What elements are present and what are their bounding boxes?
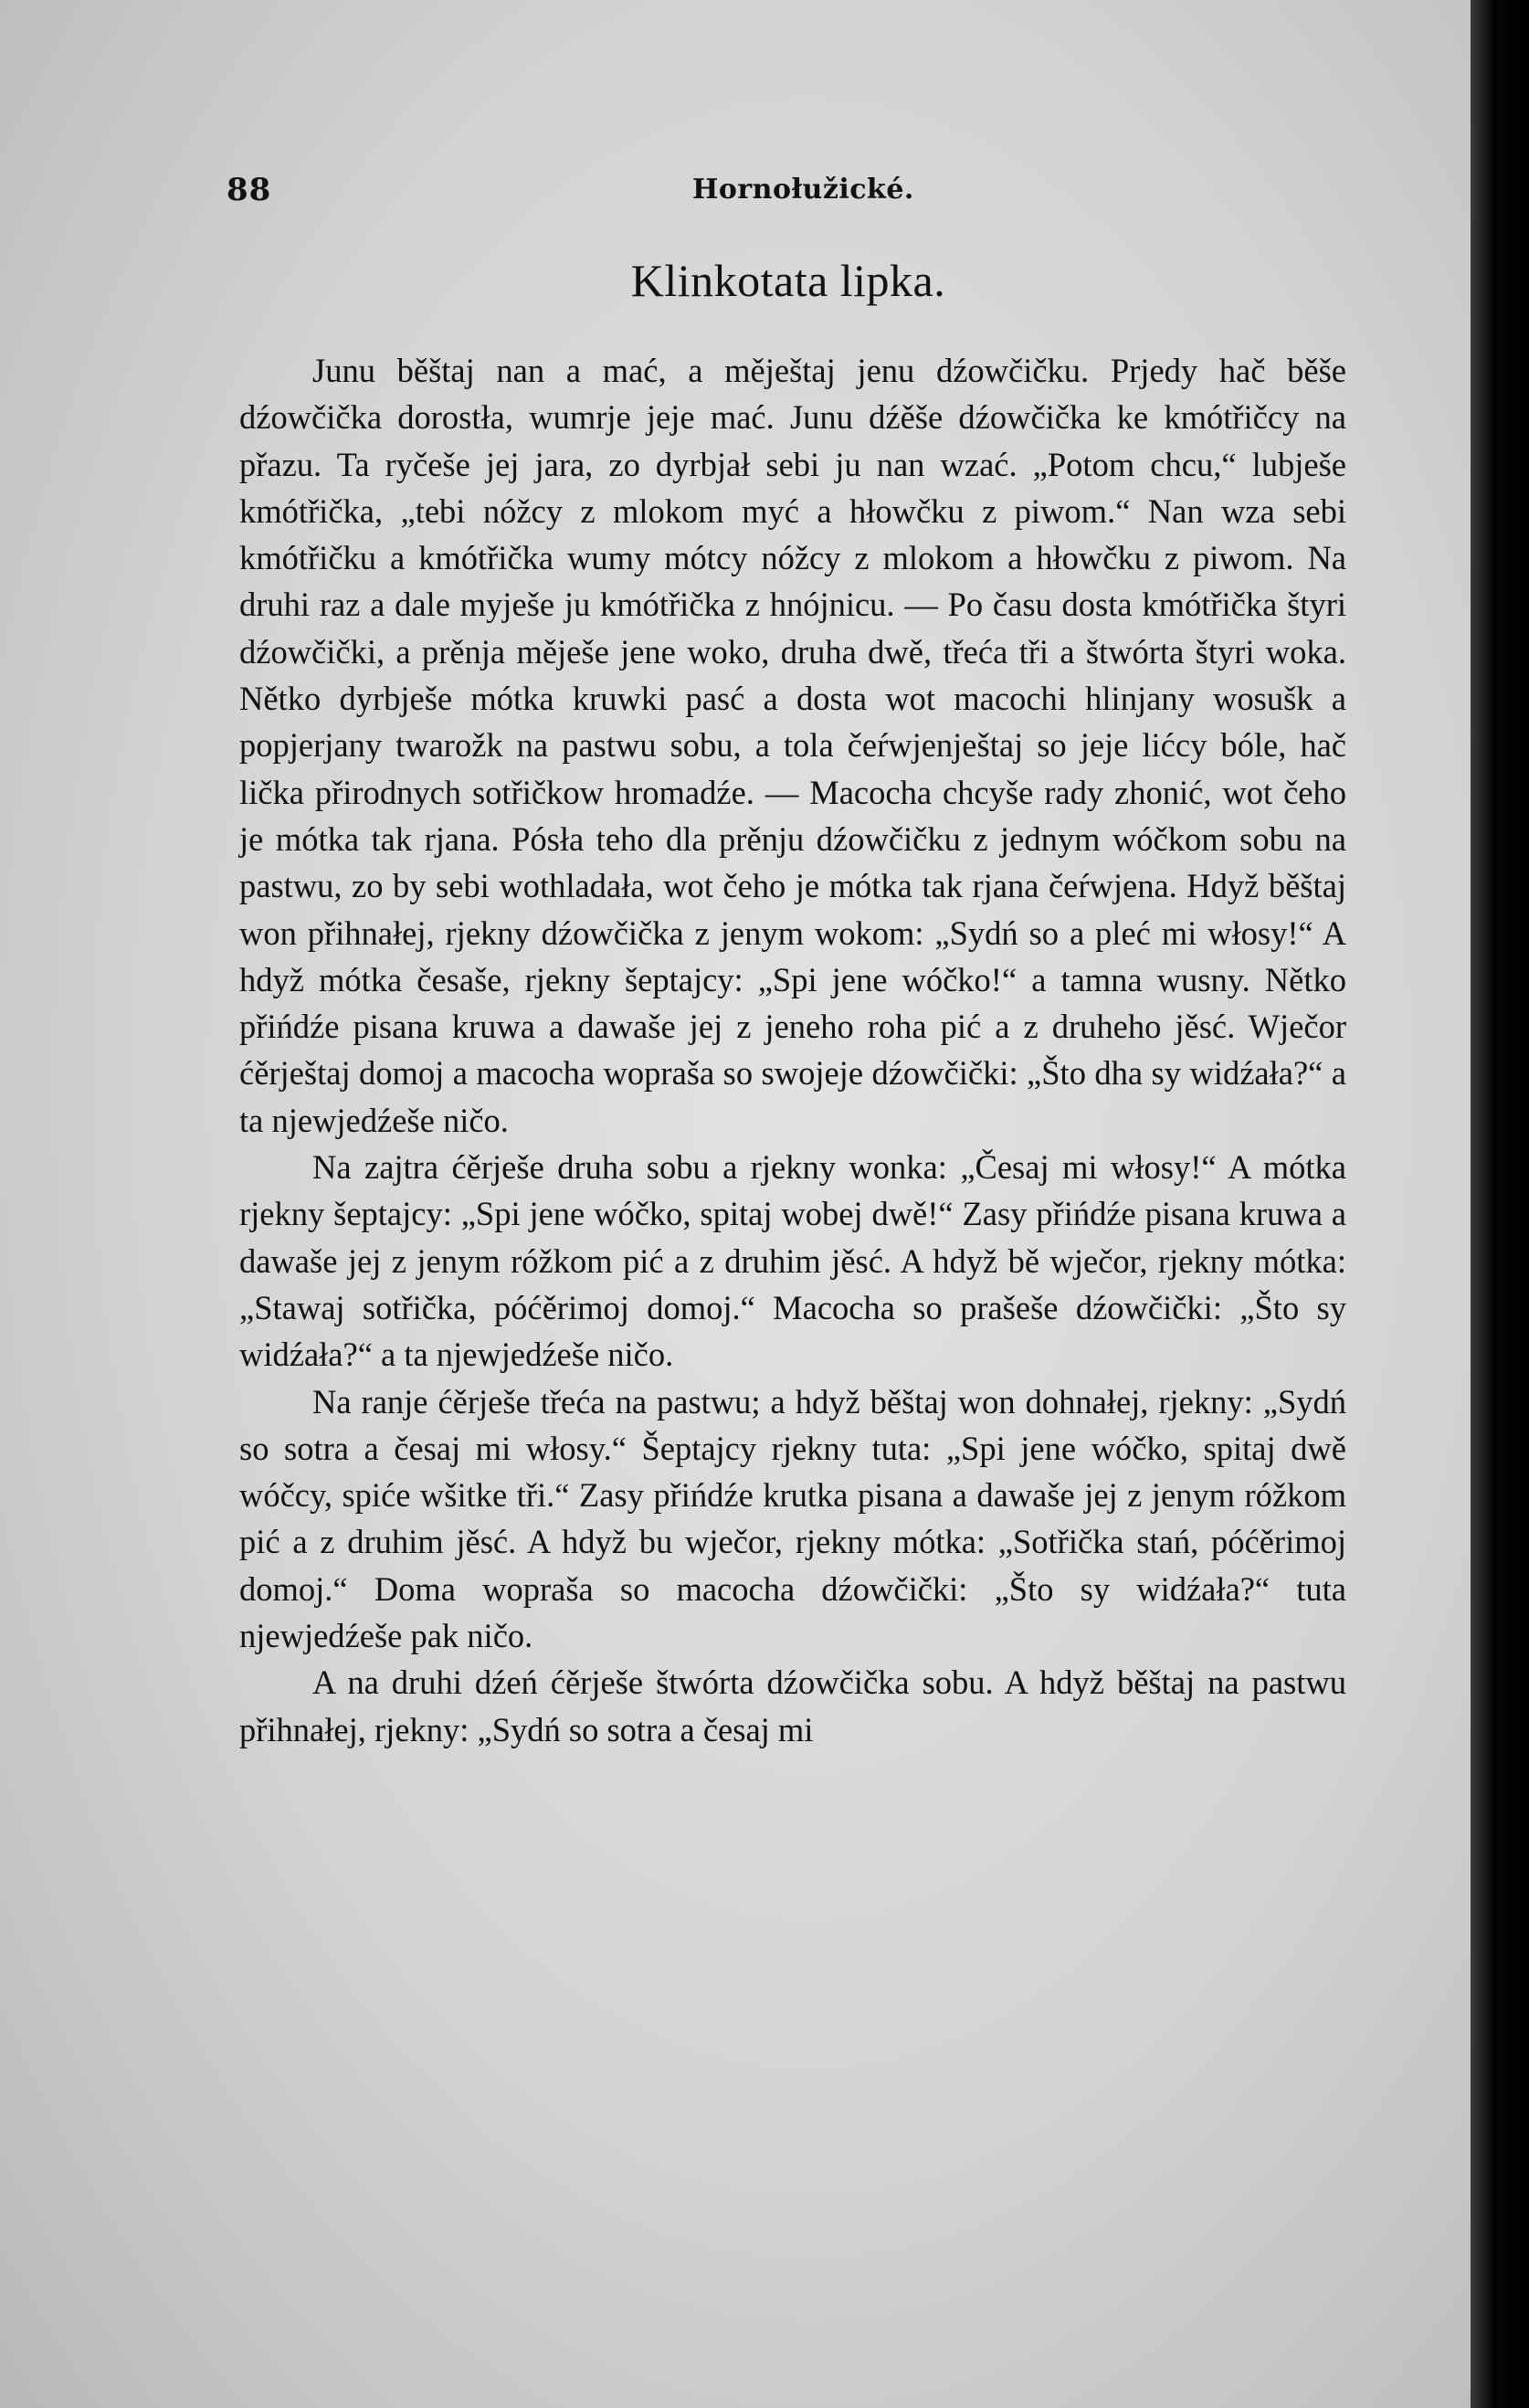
page-header — [227, 172, 1350, 212]
paragraph-4: A na druhi dźeń ćěrješe štwórta dźowčička sobu. A hdyž běštaj na pastwu přihnałej, rjekny: „Sydń so sotra a česaj mi — [239, 1663, 1346, 1748]
story-title: Klinkotata lipka. — [630, 255, 946, 306]
scan-edge-shadow — [1471, 0, 1529, 2408]
page-number: 88 — [227, 172, 272, 208]
running-head: Hornołužické. — [692, 174, 914, 206]
body-text — [239, 347, 1346, 1753]
paragraph-2: Na zajtra ćěrješe druha sobu a rjekny wonka: „Česaj mi włosy!“ A mótka rjekny šeptajcy: „Spi jene wóčko, spitaj wobej dwě!“ Zasy přińdźe pisana kruwa a dawaše jej z jenym róžkom pić a z druhim jěsć. A hdyž bě wječor, rjekny mótka: „Stawaj sotřička, póćěrimoj domoj.“ Macocha so prašeše dźowčički: „Što sy widźała?“ a ta njewjedźeše ničo. — [239, 1148, 1346, 1374]
paragraph-1: Junu běštaj nan a mać, a měještaj jenu dźowčičku. Prjedy hač běše dźowčička dorostła, wumrje jeje mać. Junu dźěše dźowčička ke kmótřičcy na přazu. Ta ryčeše jej jara, zo dyrbjał sebi ju nan wzać. „Potom chcu,“ lubješe kmótřička, „tebi nóžcy z mlokom myć a hłowčku z piwom.“ Nan wza sebi kmótřičku a kmótřička wumy mótcy nóžcy z mlokom a hłowčku z piwom. Na druhi raz a dale myješe ju kmótřička z hnójnicu. — Po času dosta kmótřička štyri dźowčički, a prěnja měješe jene woko, druha dwě, třeća tři a štwórta štyri woka. Nětko dyrbješe mótka kruwki pasć a dosta wot macochi hlinjany wosušk a popjerjany twarožk na pastwu sobu, a tola čeŕwjenještaj so jeje lićcy bóle, hač lička přirodnych sotřičkow hromadźe. — Macocha chcyše rady zhonić, wot čeho je mótka tak rjana. Pósła teho dla prěnju dźowčičku z jednym wóčkom sobu na pastwu, zo by sebi wothladała, wot čeho je mótka tak rjana čeŕwjena. Hdyž běštaj won přihnałej, rjekny dźowčička z jenym wokom: „Sydń so a pleć mi włosy!“ A hdyž mótka česaše, rjekny šeptajcy: „Spi jene wóčko!“ a tamna wusny. Nětko přińdźe pisana kruwa a dawaše jej z jeneho roha pić a z druheho jěsć. Wječor ćěrještaj domoj a macocha woprašа so swojeje dźowčički: „Što dha sy widźała?“ a ta njewjedźeše ničo. — [239, 352, 1346, 1139]
paragraph-3: Na ranje ćěrješe třeća na pastwu; a hdyž běštaj won dohnałej, rjekny: „Sydń so sotra a česaj mi włosy.“ Šeptajcy rjekny tuta: „Spi jene wóčko, spitaj dwě wóčcy, spiće wšitke tři.“ Zasy přińdźe krutka pisana a dawaše jej z jenym róžkom pić a z druhim jěsć. A hdyž bu wječor, rjekny mótka: „Sotřička stań, póćěrimoj domoj.“ Doma woprašа so macocha dźowčički: „Što sy widźała?“ tuta njewjedźeše pak ničo. — [239, 1382, 1346, 1655]
